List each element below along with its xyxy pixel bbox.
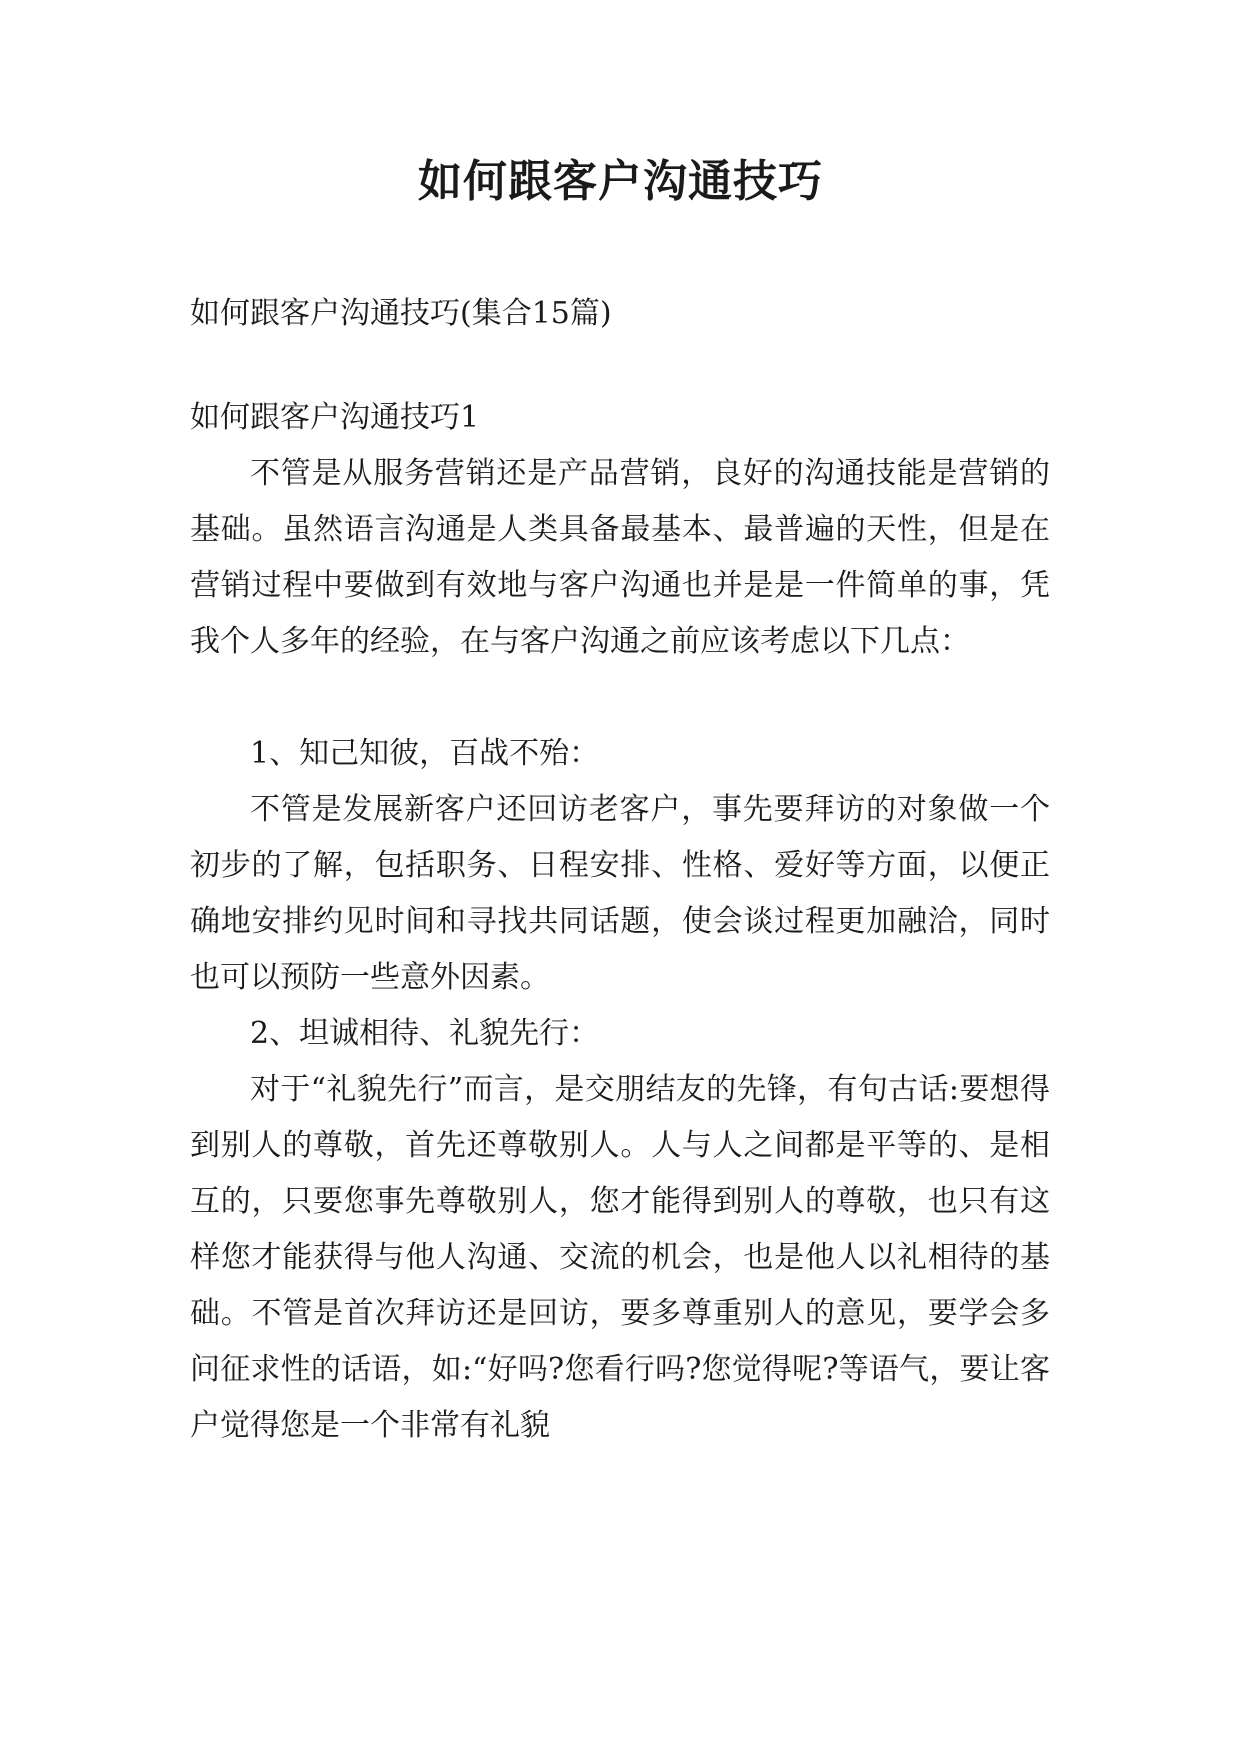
document-body	[190, 286, 1050, 1454]
paragraph-point-2: 对于“礼貌先行”而言，是交朋结友的先锋，有句古话:要想得到别人的尊敬，首先还尊敬别人。人与人之间都是平等的、是相互的，只要您事先尊敬别人，您才能得到别人的尊敬，也只有这样您才能获得与他人沟通、交流的机会，也是他人以礼相待的基础。不管是首次拜访还是回访，要多尊重别人的意见，要学会多问征求性的话语，如:“好吗?您看行吗?您觉得呢?等语气，要让客户觉得您是一个非常有礼貌	[190, 1072, 1050, 1443]
paragraph-point-1: 不管是发展新客户还回访老客户，事先要拜访的对象做一个初步的了解，包括职务、日程安排、性格、爱好等方面，以便正确地安排约见时间和寻找共同话题，使会谈过程更加融洽，同时也可以预防一些意外因素。	[190, 792, 1050, 995]
paragraph-intro: 不管是从服务营销还是产品营销，良好的沟通技能是营销的基础。虽然语言沟通是人类具备最基本、最普遍的天性，但是在营销过程中要做到有效地与客户沟通也并是是一件简单的事，凭我个人多年的经验，在与客户沟通之前应该考虑以下几点：	[190, 456, 1050, 659]
document-title: 如何跟客户沟通技巧	[418, 156, 823, 207]
point-2-heading: 2、坦诚相待、礼貌先行：	[250, 1016, 600, 1051]
document-subtitle: 如何跟客户沟通技巧(集合15篇)	[190, 296, 612, 331]
point-1-heading: 1、知己知彼，百战不殆：	[250, 736, 600, 771]
section-heading: 如何跟客户沟通技巧1	[190, 400, 480, 435]
